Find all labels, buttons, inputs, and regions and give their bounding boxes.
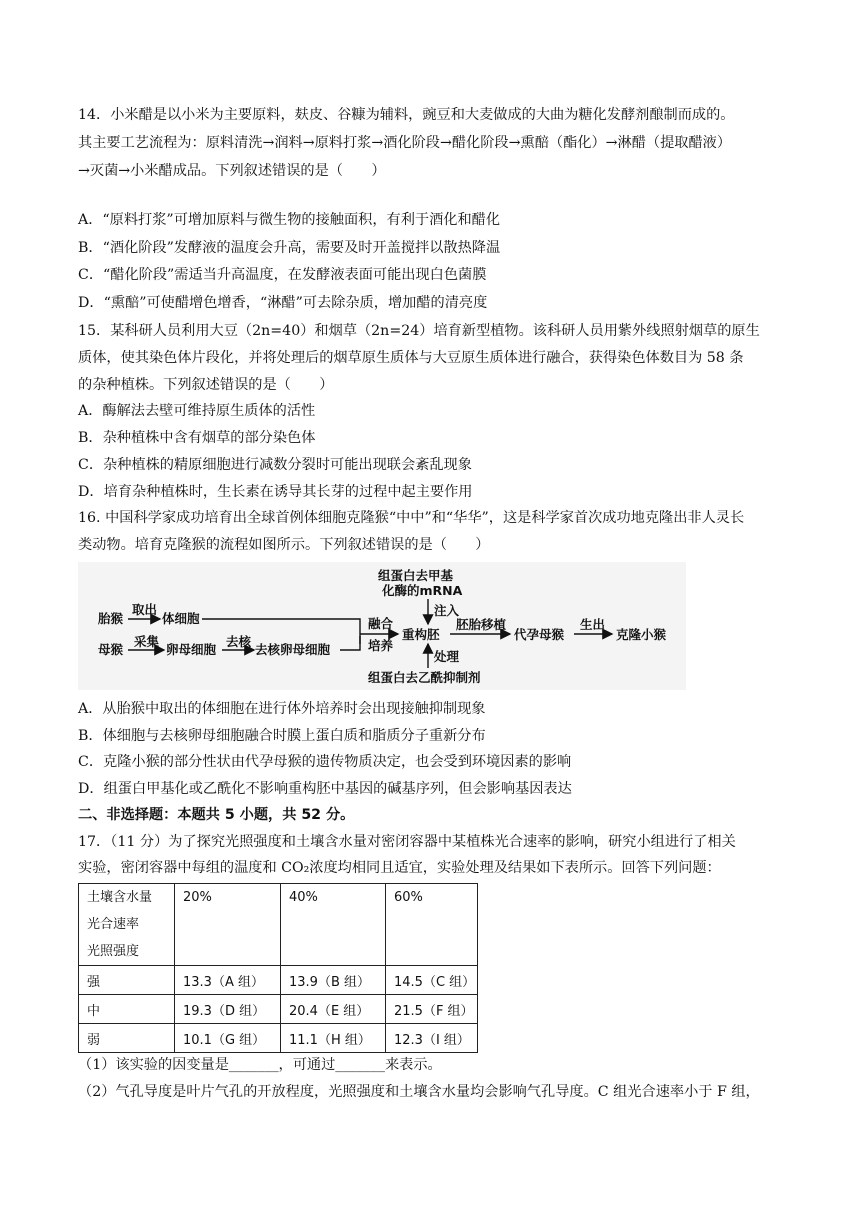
mrna-label-2: 化酶的mRNA xyxy=(382,583,463,598)
q17-sub-2: （2）气孔导度是叶片气孔的开放程度，光照强度和土壤含水量均会影响气孔导度。C 组光合速率小于 F 组， xyxy=(78,1084,760,1100)
q14-option-a: A．“原料打浆”可增加原料与微生物的接触面积，有利于酒化和醋化 xyxy=(78,212,501,228)
q17-sub-1: （1）该实验的因变量是_______，可通过_______来表示。 xyxy=(78,1057,442,1073)
surrogate-label: 代孕母猴 xyxy=(514,627,565,642)
results-table xyxy=(78,883,478,1053)
q15-option-d: D．培育杂种植株时，生长素在诱导其长芽的过程中起主要作用 xyxy=(78,484,473,500)
q14-option-b: B．“酒化阶段”发酵液的温度会升高，需要及时开盖搅拌以散热降温 xyxy=(78,240,501,256)
table-col-header: 20% xyxy=(175,884,281,966)
q14-option-c: C．“醋化阶段”需适当升高温度，在发酵液表面可能出现白色菌膜 xyxy=(78,267,487,283)
corner-soil-moisture: 土壤含水量 xyxy=(87,890,153,905)
mother-monkey-label: 母猴 xyxy=(98,642,124,657)
table-header-row xyxy=(79,884,478,966)
q16-option-c: C．克隆小猴的部分性状由代孕母猴的遗传物质决定，也会受到环境因素的影响 xyxy=(78,754,572,770)
treat-label: 处理 xyxy=(434,649,460,664)
table-cell: 14.5（C 组） xyxy=(386,966,478,995)
q14-option-d: D．“熏醅”可使醋增色增香，“淋醋”可去除杂质，增加醋的清亮度 xyxy=(78,295,488,311)
q14-stem-line1: 14．小米醋是以小米为主要原料，麸皮、谷糠为辅料，豌豆和大麦做成的大曲为糖化发酵剂酿制而成的。 xyxy=(78,107,735,123)
table-row-label: 弱 xyxy=(79,1024,175,1053)
q15-option-c: C．杂种植株的精原细胞进行减数分裂时可能出现联会紊乱现象 xyxy=(78,457,472,473)
q16-option-b: B．体细胞与去核卵母细胞融合时膜上蛋白质和脂质分子重新分布 xyxy=(78,728,486,744)
q15-option-b: B．杂种植株中含有烟草的部分染色体 xyxy=(78,430,316,446)
table-row-label: 强 xyxy=(79,966,175,995)
somatic-cell-label: 体细胞 xyxy=(162,611,200,626)
q15-stem-line1: 15．某科研人员利用大豆（2n=40）和烟草（2n=24）培育新型植物。该科研人员用紫外线照射烟草的原生 xyxy=(78,323,760,339)
q14-stem-line3: →灭菌→小米醋成品。下列叙述错误的是（ ） xyxy=(78,163,386,179)
table-cell: 13.3（A 组） xyxy=(175,966,281,995)
table-row xyxy=(79,966,478,995)
table-cell: 19.3（D 组） xyxy=(175,995,281,1024)
birth-label: 生出 xyxy=(580,617,606,632)
fetal-monkey-label: 胎猴 xyxy=(98,611,124,626)
table-corner-cell xyxy=(79,884,175,966)
fusion-label-1: 融合 xyxy=(368,616,394,631)
oocyte-label: 卵母细胞 xyxy=(166,642,217,657)
table-cell: 13.9（B 组） xyxy=(281,966,386,995)
oocyte-line xyxy=(340,636,360,650)
reconstructed-embryo-label: 重构胚 xyxy=(402,627,440,642)
table-cell: 20.4（E 组） xyxy=(281,995,386,1024)
corner-photo-rate: 光合速率 xyxy=(87,917,140,932)
q16-option-d: D．组蛋白甲基化或乙酰化不影响重构胚中基因的碱基序列，但会影响基因表达 xyxy=(78,781,572,797)
take-out-label: 取出 xyxy=(132,602,158,617)
enucleate-label: 去核 xyxy=(226,634,252,649)
table-cell: 21.5（F 组） xyxy=(386,995,478,1024)
inhibitor-label: 组蛋白去乙酰抑制剂 xyxy=(368,670,481,685)
q17-stem-line1: 17．（11 分）为了探究光照强度和土壤含水量对密闭容器中某植株光合速率的影响，研究小组进行了相关 xyxy=(78,834,736,850)
q15-stem-line2: 质体，使其染色体片段化，并将处理后的烟草原生质体与大豆原生质体进行融合，获得染色体数目为 58 条 xyxy=(78,350,744,366)
q14-stem-line2: 其主要工艺流程为：原料清洗→润料→原料打浆→酒化阶段→醋化阶段→熏醅（酯化）→淋醋（提取醋液） xyxy=(78,135,732,151)
q15-option-a: A．酶解法去壁可维持原生质体的活性 xyxy=(78,403,316,419)
table-row xyxy=(79,995,478,1024)
q15-stem-line3: 的杂种植株。下列叙述错误的是（ ） xyxy=(78,377,334,393)
table-row-label: 中 xyxy=(79,995,175,1024)
q16-stem-line1: 16. 中国科学家成功培育出全球首例体细胞克隆猴“中中”和“华华”，这是科学家首次成功地克隆出非人灵长 xyxy=(78,510,745,526)
enucleated-oocyte-label: 去核卵母细胞 xyxy=(255,642,331,657)
q16-option-a: A．从胎猴中取出的体细胞在进行体外培养时会出现接触抑制现象 xyxy=(78,701,486,717)
table-col-header: 40% xyxy=(281,884,386,966)
cloning-flow-diagram xyxy=(78,562,686,690)
embryo-transfer-label: 胚胎移植 xyxy=(456,617,507,632)
corner-light-intensity: 光照强度 xyxy=(87,944,140,959)
section-heading: 二、非选择题：本题共 5 小题，共 52 分。 xyxy=(78,807,355,823)
collect-label: 采集 xyxy=(134,634,160,649)
fusion-label-2: 培养 xyxy=(368,638,394,653)
table-col-header: 60% xyxy=(386,884,478,966)
mrna-label-1: 组蛋白去甲基 xyxy=(378,568,454,583)
inject-label: 注入 xyxy=(434,603,460,618)
table-cell: 12.3（I 组） xyxy=(386,1024,478,1053)
cloned-monkey-label: 克隆小猴 xyxy=(616,627,667,642)
table-cell: 11.1（H 组） xyxy=(281,1024,386,1053)
q17-stem-line2: 实验，密闭容器中每组的温度和 CO₂浓度均相同且适宜，实验处理及结果如下表所示。回答下列问题： xyxy=(78,860,721,876)
table-row xyxy=(79,1024,478,1053)
q16-stem-line2: 类动物。培育克隆猴的流程如图所示。下列叙述错误的是（ ） xyxy=(78,537,490,553)
table-cell: 10.1（G 组） xyxy=(175,1024,281,1053)
